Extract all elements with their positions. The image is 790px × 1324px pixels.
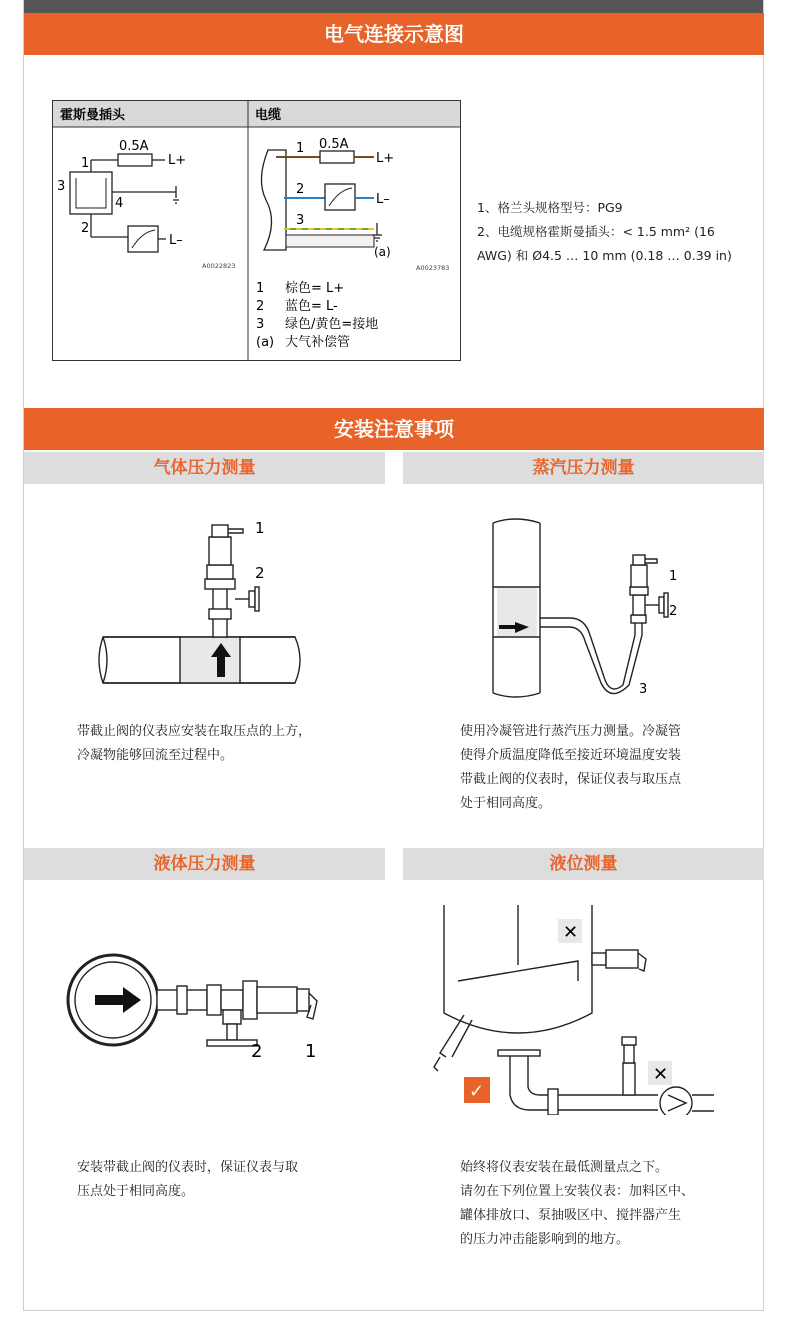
plug-fuse-label: 0.5A bbox=[119, 139, 149, 154]
gas-diagram bbox=[95, 515, 305, 690]
gas-text-1: 带截止阀的仪表应安装在取压点的上方， bbox=[77, 724, 312, 739]
level-text-1: 始终将仪表安装在最低测量点之下。 bbox=[460, 1160, 669, 1175]
legend-num-4: (a) bbox=[256, 335, 275, 350]
subheader-liquid: 液体压力测量 bbox=[24, 848, 385, 880]
cable-header: 电缆 bbox=[255, 108, 282, 123]
gas-text-2: 冷凝物能够回流至过程中。 bbox=[77, 748, 234, 763]
cable-wire-2: 2 bbox=[296, 182, 305, 197]
cable-wire-3: 3 bbox=[296, 213, 305, 228]
subheader-level: 液位测量 bbox=[403, 848, 764, 880]
plug-lplus-label: L+ bbox=[168, 153, 187, 168]
steam-label-2: 2 bbox=[669, 604, 678, 619]
note-line-2: 2、电缆规格霍斯曼插头：< 1.5 mm² (16 bbox=[477, 224, 715, 239]
section-title-installation: 安装注意事项 bbox=[24, 408, 764, 450]
steam-diagram bbox=[485, 515, 695, 700]
level-diagram bbox=[418, 895, 728, 1115]
level-mark-bad-pump-glyph: ✕ bbox=[653, 1064, 669, 1085]
cable-wire-1: 1 bbox=[296, 141, 305, 156]
level-mark-good-glyph: ✓ bbox=[469, 1081, 485, 1102]
liquid-label-2: 2 bbox=[251, 1041, 263, 1062]
plug-pin-4: 4 bbox=[115, 196, 124, 211]
legend-num-2: 2 bbox=[256, 299, 265, 314]
steam-text-4: 处于相同高度。 bbox=[460, 796, 552, 811]
plug-pin-1: 1 bbox=[81, 156, 90, 171]
subheader-steam: 蒸汽压力测量 bbox=[403, 452, 764, 484]
legend-text-2: 蓝色= L- bbox=[285, 299, 338, 314]
plug-header: 霍斯曼插头 bbox=[60, 108, 126, 123]
legend-text-4: 大气补偿管 bbox=[285, 335, 351, 350]
liquid-label-1: 1 bbox=[305, 1041, 317, 1062]
note-line-3: AWG) 和 Ø4.5 … 10 mm (0.18 … 0.39 in) bbox=[477, 248, 732, 263]
legend-text-1: 棕色= L+ bbox=[285, 281, 345, 296]
cable-fuse-label: 0.5A bbox=[319, 137, 349, 152]
cable-lplus-label: L+ bbox=[376, 151, 395, 166]
level-description bbox=[460, 1156, 694, 1252]
legend-num-1: 1 bbox=[256, 281, 265, 296]
steam-text-3: 带截止阀的仪表时，保证仪表与取压点 bbox=[460, 772, 682, 787]
legend-num-3: 3 bbox=[256, 317, 265, 332]
plug-pin-2: 2 bbox=[81, 221, 90, 236]
liquid-text-1: 安装带截止阀的仪表时，保证仪表与取 bbox=[77, 1160, 299, 1175]
steam-label-1: 1 bbox=[669, 569, 678, 584]
electrical-notes bbox=[477, 196, 732, 268]
legend-text-3: 绿色/黄色=接地 bbox=[285, 317, 379, 332]
liquid-diagram bbox=[65, 945, 340, 1065]
steam-description bbox=[460, 720, 681, 816]
liquid-text-2: 压点处于相同高度。 bbox=[77, 1184, 195, 1199]
wiring-table bbox=[52, 100, 462, 362]
gas-label-1: 1 bbox=[255, 519, 265, 537]
level-text-4: 的压力冲击能影响到的地方。 bbox=[460, 1232, 630, 1247]
cable-lminus-label: L– bbox=[376, 192, 390, 207]
level-text-2: 请勿在下列位置上安装仪表：加料区中、 bbox=[460, 1184, 695, 1199]
plug-lminus-label: L– bbox=[169, 233, 183, 248]
liquid-description bbox=[77, 1156, 298, 1204]
subheader-gas: 气体压力测量 bbox=[24, 452, 385, 484]
gas-label-2: 2 bbox=[255, 564, 265, 582]
level-mark-bad-top-glyph: ✕ bbox=[563, 922, 579, 943]
section-title-electrical: 电气连接示意图 bbox=[24, 13, 764, 55]
cable-air-tube-label: (a) bbox=[374, 245, 391, 259]
steam-text-1: 使用冷凝管进行蒸汽压力测量。冷凝管 bbox=[460, 724, 682, 739]
level-text-3: 罐体排放口、泵抽吸区中、搅拌器产生 bbox=[460, 1208, 682, 1223]
plug-code: A0022823 bbox=[202, 262, 236, 270]
plug-pin-3: 3 bbox=[57, 179, 66, 194]
note-line-1: 1、格兰头规格型号：PG9 bbox=[477, 200, 623, 215]
cable-code: A0023783 bbox=[416, 264, 450, 272]
steam-label-3: 3 bbox=[639, 682, 648, 697]
steam-text-2: 使得介质温度降低至接近环境温度安装 bbox=[460, 748, 682, 763]
gas-description bbox=[77, 720, 311, 768]
